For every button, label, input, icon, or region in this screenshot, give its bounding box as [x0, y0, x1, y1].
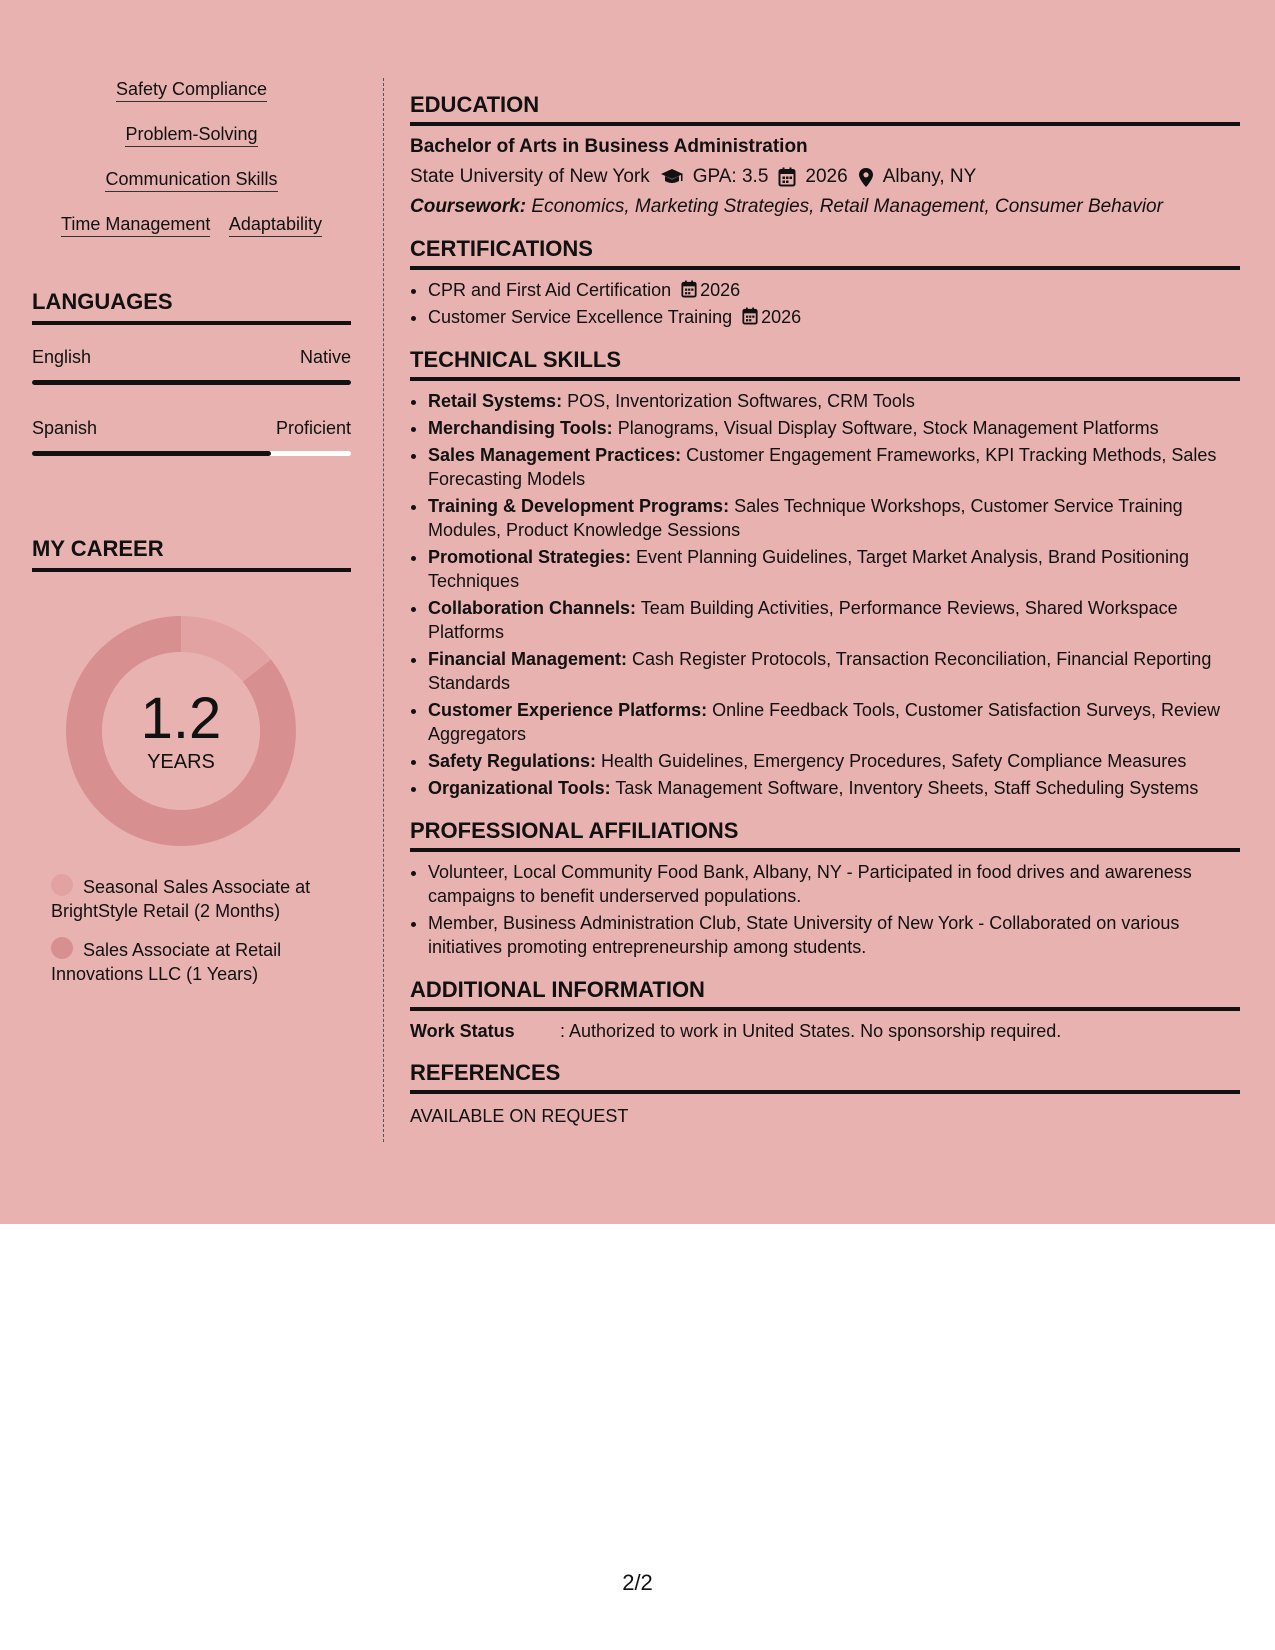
references-section: [410, 1060, 1240, 1127]
technical-skills-list: [410, 389, 1240, 800]
affiliation-item: • Member, Business Administration Club, State University of New York - Collaborated on various initiatives promoting entrepreneurship among students.: [428, 911, 1240, 959]
technical-skill-item: [428, 389, 1240, 413]
technical-skill-label: Organizational Tools:: [428, 778, 611, 798]
technical-skill-text: Team Building Activities, Performance Reviews, Shared Workspace Platforms: [428, 598, 1178, 642]
page-number: 2/2: [622, 1570, 653, 1595]
column-divider: [383, 78, 384, 1142]
technical-skill-label: Merchandising Tools:: [428, 418, 613, 438]
skill-row: [32, 123, 351, 147]
technical-skill-item: [428, 494, 1240, 542]
technical-skill-text: Task Management Software, Inventory Sheets, Staff Scheduling Systems: [610, 778, 1199, 798]
skill-tag: Communication Skills: [105, 168, 277, 192]
work-status-label: Work Status: [410, 1021, 515, 1041]
career-legend-dot: [51, 937, 73, 959]
certifications-list: [410, 278, 1240, 329]
technical-skill-label: Training & Development Programs:: [428, 496, 730, 516]
education-meta: [410, 166, 1240, 188]
language-level: Proficient: [275, 418, 351, 438]
affiliations-section: [410, 818, 1240, 959]
technical-skill-text: Cash Register Protocols, Transaction Reconciliation, Financial Reporting Standards: [428, 649, 1212, 693]
certification-year: 2026: [761, 307, 802, 327]
technical-skill-text: POS, Inventorization Softwares, CRM Tools: [562, 391, 915, 411]
career-section: [32, 536, 351, 986]
affiliations-heading: PROFESSIONAL AFFILIATIONS: [410, 818, 1240, 852]
language-name: English: [32, 347, 92, 367]
work-status-value: : Authorized to work in United States. No sponsorship required.: [560, 1021, 1062, 1041]
technical-skill-label: Collaboration Channels:: [428, 598, 637, 618]
education-degree: Bachelor of Arts in Business Administration: [410, 136, 808, 157]
technical-skill-text: Planograms, Visual Display Software, Stock Management Platforms: [612, 418, 1159, 438]
technical-skill-label: Customer Experience Platforms:: [428, 700, 708, 720]
technical-skill-label: Retail Systems:: [428, 391, 563, 411]
technical-skill-label: Safety Regulations:: [428, 751, 597, 771]
language-proficiency-bar: [32, 451, 351, 456]
career-total-unit: YEARS: [147, 750, 215, 773]
calendar-icon: [742, 307, 758, 325]
technical-skills-section: [410, 347, 1240, 800]
technical-skill-item: [428, 647, 1240, 695]
languages-section: [32, 289, 351, 456]
references-text: AVAILABLE ON REQUEST: [410, 1106, 629, 1126]
career-heading: MY CAREER: [32, 536, 351, 572]
technical-skill-text: Online Feedback Tools, Customer Satisfaction Surveys, Review Aggregators: [428, 700, 1220, 744]
language-item: [32, 418, 351, 456]
coursework-list: Economics, Marketing Strategies, Retail Management, Consumer Behavior: [526, 196, 1163, 217]
language-name: Spanish: [32, 418, 98, 438]
skill-row: [32, 213, 351, 237]
language-proficiency-bar: [32, 380, 351, 385]
graduation-cap-icon: [660, 168, 684, 186]
technical-skill-item: [428, 698, 1240, 746]
certifications-section: [410, 236, 1240, 329]
affiliation-item: • Volunteer, Local Community Food Bank, Albany, NY - Participated in food drives and awareness campaigns to benefit underserved populations.: [428, 860, 1240, 908]
technical-skill-item: [428, 596, 1240, 644]
skill-tag: Time Management: [61, 213, 210, 237]
technical-skill-text: Sales Technique Workshops, Customer Service Training Modules, Product Knowledge Sessions: [428, 496, 1183, 540]
affiliations-list: [410, 860, 1240, 959]
work-status-row: [410, 1021, 1240, 1042]
language-proficiency-fill: [32, 380, 351, 385]
career-legend: [51, 874, 351, 986]
skill-row: [32, 78, 351, 102]
technical-skill-text: Customer Engagement Frameworks, KPI Tracking Methods, Sales Forecasting Models: [428, 445, 1217, 489]
language-item: [32, 347, 351, 385]
career-legend-item: [51, 937, 351, 986]
technical-skill-text: Event Planning Guidelines, Target Market Analysis, Brand Positioning Techniques: [428, 547, 1190, 591]
technical-skill-text: Health Guidelines, Emergency Procedures, Safety Compliance Measures: [596, 751, 1187, 771]
right-column: [410, 92, 1240, 1145]
certifications-heading: CERTIFICATIONS: [410, 236, 1240, 270]
technical-skills-heading: TECHNICAL SKILLS: [410, 347, 1240, 381]
technical-skill-item: [428, 416, 1240, 440]
education-gpa: GPA: 3.5: [692, 166, 769, 187]
language-proficiency-fill: [32, 451, 271, 456]
coursework-label: Coursework:: [410, 196, 527, 217]
technical-skill-label: Financial Management:: [428, 649, 628, 669]
education-year: 2026: [805, 166, 848, 187]
education-section: [410, 92, 1240, 218]
left-column: [32, 78, 351, 1000]
additional-info-section: [410, 977, 1240, 1042]
certification-item: [428, 305, 1240, 329]
education-location: Albany, NY: [882, 166, 977, 187]
additional-info-heading: ADDITIONAL INFORMATION: [410, 977, 1240, 1011]
career-total-value: 1.2: [140, 685, 222, 751]
technical-skill-item: [428, 776, 1240, 800]
calendar-icon: [778, 167, 796, 187]
skills-list: [32, 78, 351, 237]
technical-skill-item: [428, 545, 1240, 593]
certification-name: Customer Service Excellence Training: [428, 307, 733, 327]
career-legend-item: [51, 874, 351, 923]
language-level: Native: [299, 347, 351, 367]
location-pin-icon: [858, 167, 874, 188]
career-donut-chart: [66, 616, 296, 846]
technical-skill-label: Sales Management Practices:: [428, 445, 682, 465]
education-coursework: [410, 196, 1240, 218]
skill-tag: Safety Compliance: [116, 78, 267, 102]
certification-item: [428, 278, 1240, 302]
education-heading: EDUCATION: [410, 92, 1240, 126]
education-school: State University of New York: [410, 166, 650, 187]
certification-name: CPR and First Aid Certification: [428, 280, 672, 300]
career-legend-dot: [51, 874, 73, 896]
references-heading: REFERENCES: [410, 1060, 1240, 1094]
skill-tag: Problem-Solving: [125, 123, 257, 147]
technical-skill-item: [428, 749, 1240, 773]
career-legend-label: Seasonal Sales Associate at BrightStyle Retail (2 Months): [51, 877, 311, 921]
technical-skill-label: Promotional Strategies:: [428, 547, 632, 567]
languages-heading: LANGUAGES: [32, 289, 351, 325]
career-legend-label: Sales Associate at Retail Innovations LLC (1 Years): [51, 940, 282, 984]
certification-year: 2026: [700, 280, 741, 300]
technical-skill-item: [428, 443, 1240, 491]
skill-row: [32, 168, 351, 192]
calendar-icon: [681, 280, 697, 298]
skill-tag: Adaptability: [229, 213, 322, 237]
